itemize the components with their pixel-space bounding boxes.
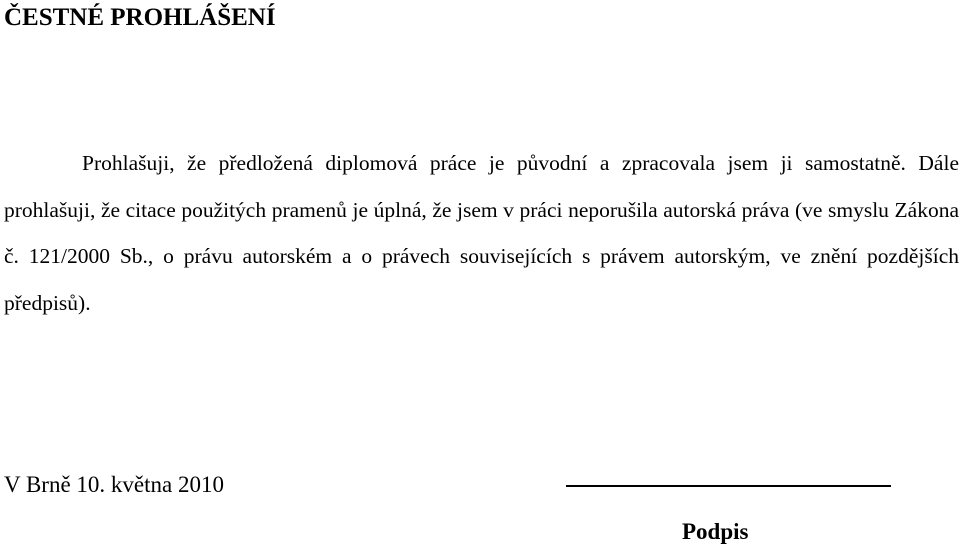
- place-and-date: V Brně 10. května 2010: [4, 472, 224, 497]
- signature-label: Podpis: [682, 519, 749, 544]
- document-title: ČESTNÉ PROHLÁŠENÍ: [4, 4, 276, 31]
- declaration-paragraph: Prohlašuji, že předložená diplomová práce je původní a zpracovala jsem ji samostatně. Dále prohlašuji, že citace použitých pramenů je úplná, že jsem v práci neporušila autorská práva (ve smyslu Zákona č. 121/2000 Sb., o právu autorském a o právech souvisejících s právem autorským, ve znění pozdějších předpisů).: [4, 151, 959, 315]
- signature-line: [566, 485, 891, 487]
